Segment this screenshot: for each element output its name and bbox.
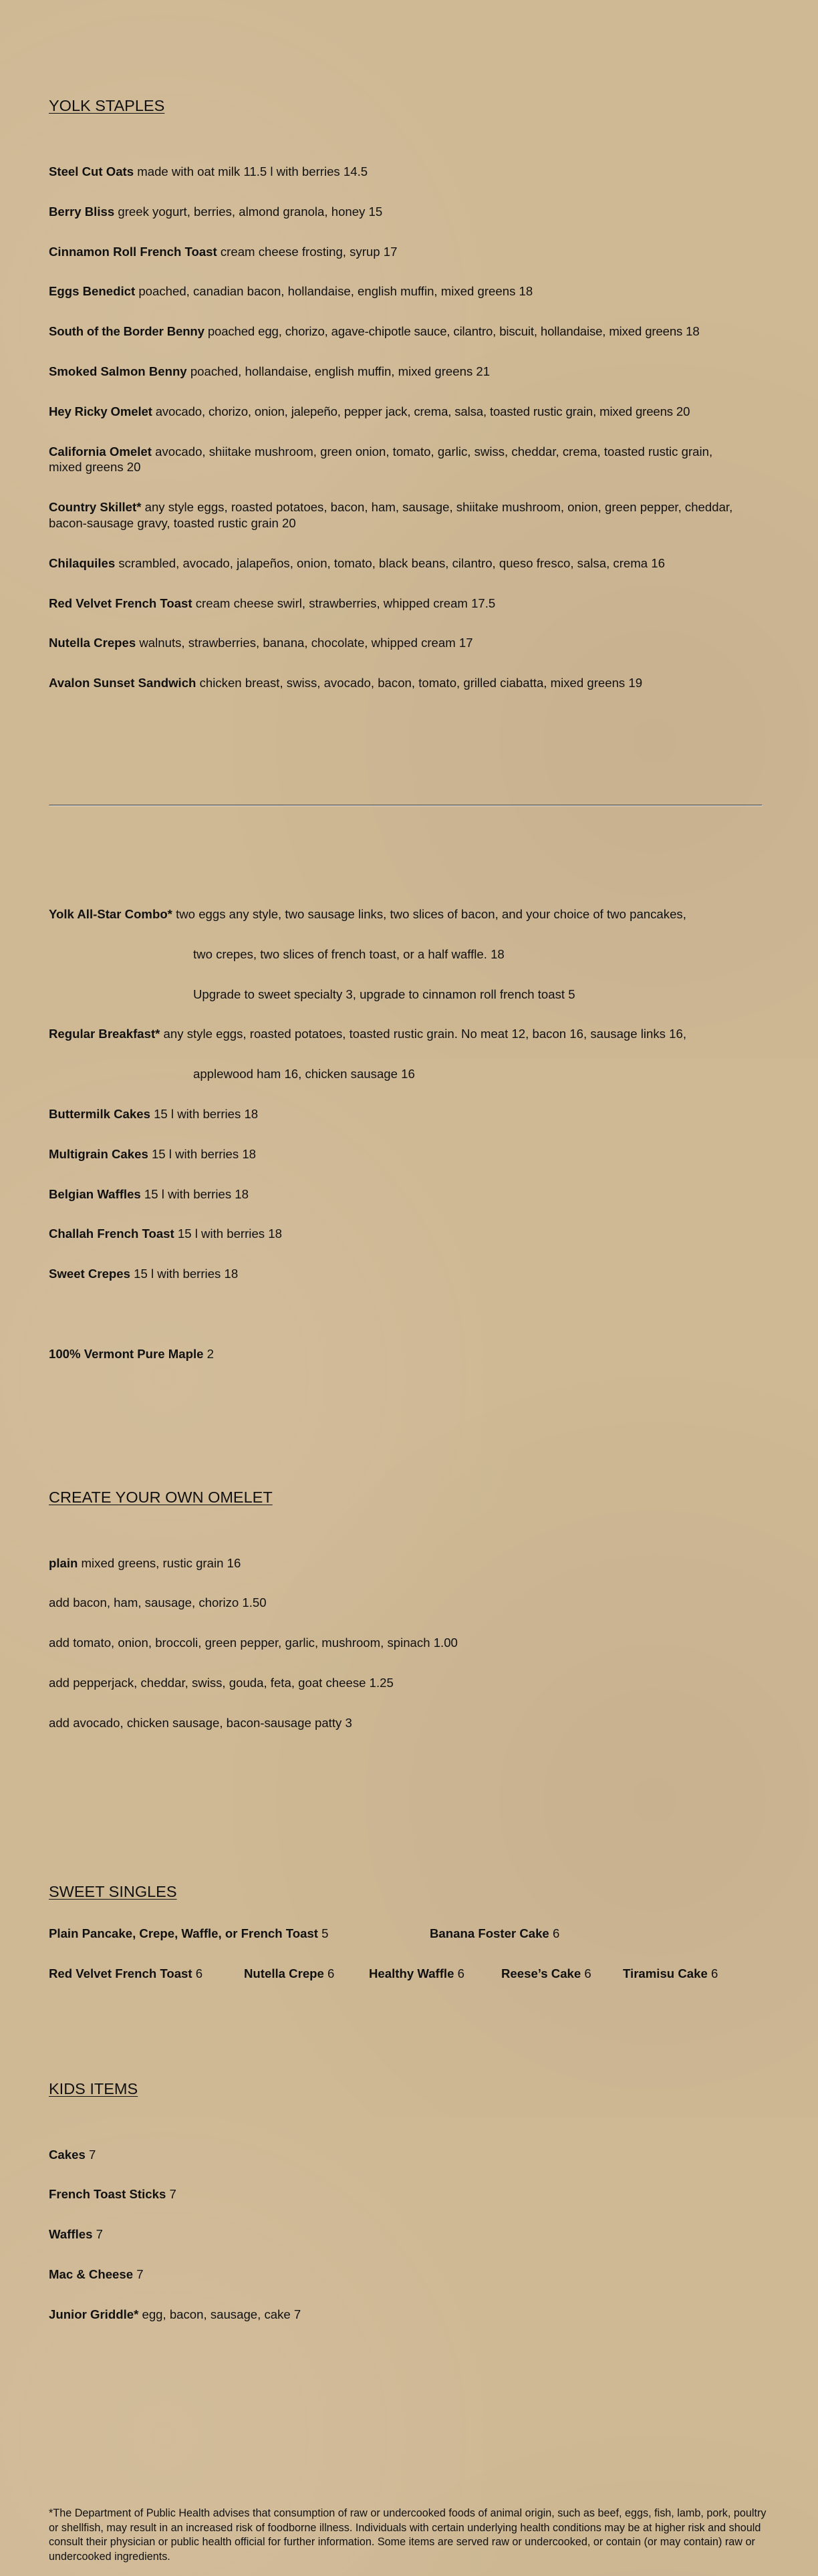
item-desc: greek yogurt, berries, almond granola, honey 15 [114, 204, 383, 219]
menu-item [49, 404, 771, 420]
item-name: plain [49, 1555, 78, 1570]
menu-item [49, 324, 771, 340]
item-name: Reese’s Cake [501, 1966, 581, 1980]
item-name: Junior Griddle* [49, 2307, 139, 2321]
item-name: Banana Foster Cake [430, 1926, 549, 1940]
item-name: Cinnamon Roll French Toast [49, 244, 217, 259]
menu-item [49, 1106, 771, 1122]
menu-item [49, 1226, 771, 1242]
item-name: Belgian Waffles [49, 1186, 141, 1201]
section-heading-sweet-singles: SWEET SINGLES [49, 1882, 177, 1900]
section-heading-kids: KIDS ITEMS [49, 2079, 138, 2097]
combo-item [49, 906, 771, 922]
menu-item [49, 1966, 244, 1982]
item-name: Red Velvet French Toast [49, 596, 192, 610]
item-name: Healthy Waffle [369, 1966, 454, 1980]
item-name: Chilaquiles [49, 555, 116, 570]
section-divider [49, 805, 763, 806]
maple-item [49, 1346, 771, 1362]
item-name: Cakes [49, 2147, 86, 2162]
item-name: Buttermilk Cakes [49, 1106, 150, 1121]
item-desc: cream cheese frosting, syrup 17 [217, 244, 398, 259]
item-desc: any style eggs, roasted potatoes, bacon, ham, sausage, shiitake mushroom, onion, green pepper, cheddar, bacon-sausage gravy, toasted rustic grain 20 [49, 500, 733, 530]
menu-item [623, 1966, 718, 1982]
sweet-singles-row [49, 1966, 771, 1982]
item-desc: avocado, shiitake mushroom, green onion, tomato, garlic, swiss, cheddar, crema, toasted rustic grain, mixed greens 20 [49, 444, 713, 475]
item-name: Steel Cut Oats [49, 164, 134, 178]
yolk-staples-list [49, 140, 771, 715]
item-name: Waffles [49, 2227, 93, 2242]
health-disclaimer: *The Department of Public Health advises that consumption of raw or undercooked foods of animal origin, such as beef, eggs, fish, lamb, pork, poultry or shellfish, may result in an increased risk of foodborne illness. Individuals with certain underlying health conditions may be at higher risk and should consult their physician or public health official for further information. Some items are served raw or undercooked, or contain (or may contain) raw or undercooked ingredients. [49, 2507, 767, 2563]
item-desc: chicken breast, swiss, avocado, bacon, tomato, grilled ciabatta, mixed greens 19 [196, 676, 643, 690]
item-desc: any style eggs, roasted potatoes, toasted rustic grain. No meat 12, bacon 16, sausage links 16, [160, 1027, 686, 1041]
omelet-plain [49, 1555, 771, 1571]
menu-item [501, 1966, 623, 1982]
section-heading-yolk-staples: YOLK STAPLES [49, 97, 165, 114]
item-desc: walnuts, strawberries, banana, chocolate, whipped cream 17 [136, 636, 473, 650]
item-name: Yolk All-Star Combo* [49, 906, 172, 921]
item-desc: poached, hollandaise, english muffin, mixed greens 21 [186, 364, 491, 378]
menu-content [49, 48, 771, 2576]
item-price: 6 [549, 1926, 560, 1940]
omelet-add-on: add avocado, chicken sausage, bacon-sausage patty 3 [49, 1715, 352, 1730]
item-name: Smoked Salmon Benny [49, 364, 187, 378]
item-desc: poached egg, chorizo, agave-chipotle sauce, cilantro, biscuit, hollandaise, mixed greens 18 [204, 324, 700, 339]
item-name: French Toast Sticks [49, 2187, 166, 2202]
menu-item [49, 596, 771, 612]
item-price: 6 [454, 1966, 464, 1980]
menu-item [49, 675, 771, 691]
combo-desc-line: two crepes, two slices of french toast, or a half waffle. 18 [193, 946, 505, 961]
item-name: Eggs Benedict [49, 284, 136, 299]
item-name: South of the Border Benny [49, 324, 204, 339]
item-desc: 15 l with berries 18 [174, 1227, 282, 1241]
menu-item [49, 2147, 771, 2163]
item-price: 2 [203, 1346, 214, 1361]
item-name: Nutella Crepes [49, 636, 136, 650]
item-desc: scrambled, avocado, jalapeños, onion, tomato, black beans, cilantro, queso fresco, salsa, crema 16 [115, 555, 665, 570]
item-desc: poached, canadian bacon, hollandaise, english muffin, mixed greens 18 [135, 284, 533, 299]
menu-item [49, 555, 771, 571]
item-desc: 15 l with berries 18 [150, 1106, 259, 1121]
item-price: 5 [317, 1926, 329, 1940]
menu-item [49, 244, 771, 260]
omelet-add-on: add pepperjack, cheddar, swiss, gouda, feta, goat cheese 1.25 [49, 1675, 394, 1690]
item-name: Red Velvet French Toast [49, 1966, 192, 1980]
menu-item [49, 2267, 771, 2283]
item-desc: 7 [92, 2227, 103, 2242]
menu-item [49, 1186, 771, 1202]
regular-breakfast-desc-line: applewood ham 16, chicken sausage 16 [193, 1067, 415, 1081]
item-name: Sweet Crepes [49, 1267, 130, 1281]
item-desc: made with oat milk 11.5 l with berries 14.5 [134, 164, 368, 178]
menu-item [49, 364, 771, 380]
menu-item [244, 1966, 369, 1982]
item-desc: mixed greens, rustic grain 16 [78, 1555, 241, 1570]
item-name: Mac & Cheese [49, 2267, 134, 2281]
classics-list [49, 882, 771, 1386]
regular-breakfast-item [49, 1026, 771, 1042]
menu-item [49, 1146, 771, 1162]
item-price: 6 [707, 1966, 718, 1980]
item-desc: 15 l with berries 18 [148, 1146, 257, 1161]
menu-item [49, 2226, 771, 2242]
menu-item [369, 1966, 501, 1982]
item-desc: 15 l with berries 18 [130, 1267, 239, 1281]
item-price: 6 [192, 1966, 203, 1980]
menu-item [49, 2307, 771, 2323]
sweet-singles-row [49, 1926, 771, 1942]
item-price: 6 [581, 1966, 591, 1980]
menu-item [49, 635, 771, 651]
item-desc: avocado, chorizo, onion, jalepeño, pepper jack, crema, salsa, toasted rustic grain, mixed greens 20 [152, 404, 690, 418]
item-desc: egg, bacon, sausage, cake 7 [138, 2307, 301, 2321]
menu-item [49, 2186, 771, 2202]
menu-item [49, 1926, 430, 1942]
menu-item [430, 1926, 559, 1942]
item-name: Plain Pancake, Crepe, Waffle, or French Toast [49, 1926, 318, 1940]
omelet-add-on: add bacon, ham, sausage, chorizo 1.50 [49, 1595, 267, 1610]
item-name: Multigrain Cakes [49, 1146, 148, 1161]
menu-item [49, 499, 737, 531]
item-name: Regular Breakfast* [49, 1027, 160, 1041]
menu-item [49, 164, 771, 180]
item-name: California Omelet [49, 444, 152, 459]
omelet-list [49, 1531, 771, 1755]
item-name: Nutella Crepe [244, 1966, 324, 1980]
item-desc: 7 [166, 2187, 176, 2202]
combo-upgrade-line: Upgrade to sweet specialty 3, upgrade to cinnamon roll french toast 5 [193, 987, 575, 1001]
omelet-add-on: add tomato, onion, broccoli, green pepper, garlic, mushroom, spinach 1.00 [49, 1636, 458, 1650]
item-name: Country Skillet* [49, 500, 142, 515]
item-desc: 7 [133, 2267, 144, 2281]
item-name: Hey Ricky Omelet [49, 404, 152, 418]
menu-item [49, 283, 771, 299]
menu-item [49, 1266, 771, 1282]
item-desc: cream cheese swirl, strawberries, whipped cream 17.5 [192, 596, 496, 610]
item-desc: 15 l with berries 18 [140, 1186, 249, 1201]
item-name: Tiramisu Cake [623, 1966, 708, 1980]
menu-item [49, 444, 737, 476]
item-name: 100% Vermont Pure Maple [49, 1346, 204, 1361]
item-name: Challah French Toast [49, 1227, 174, 1241]
item-price: 6 [323, 1966, 335, 1980]
menu-item [49, 204, 771, 220]
item-name: Avalon Sunset Sandwich [49, 676, 196, 690]
item-desc: two eggs any style, two sausage links, two slices of bacon, and your choice of two pancakes, [172, 906, 686, 921]
section-heading-omelet: CREATE YOUR OWN OMELET [49, 1488, 273, 1506]
item-desc: 7 [85, 2147, 96, 2162]
kids-list [49, 2123, 771, 2347]
item-name: Berry Bliss [49, 204, 115, 219]
